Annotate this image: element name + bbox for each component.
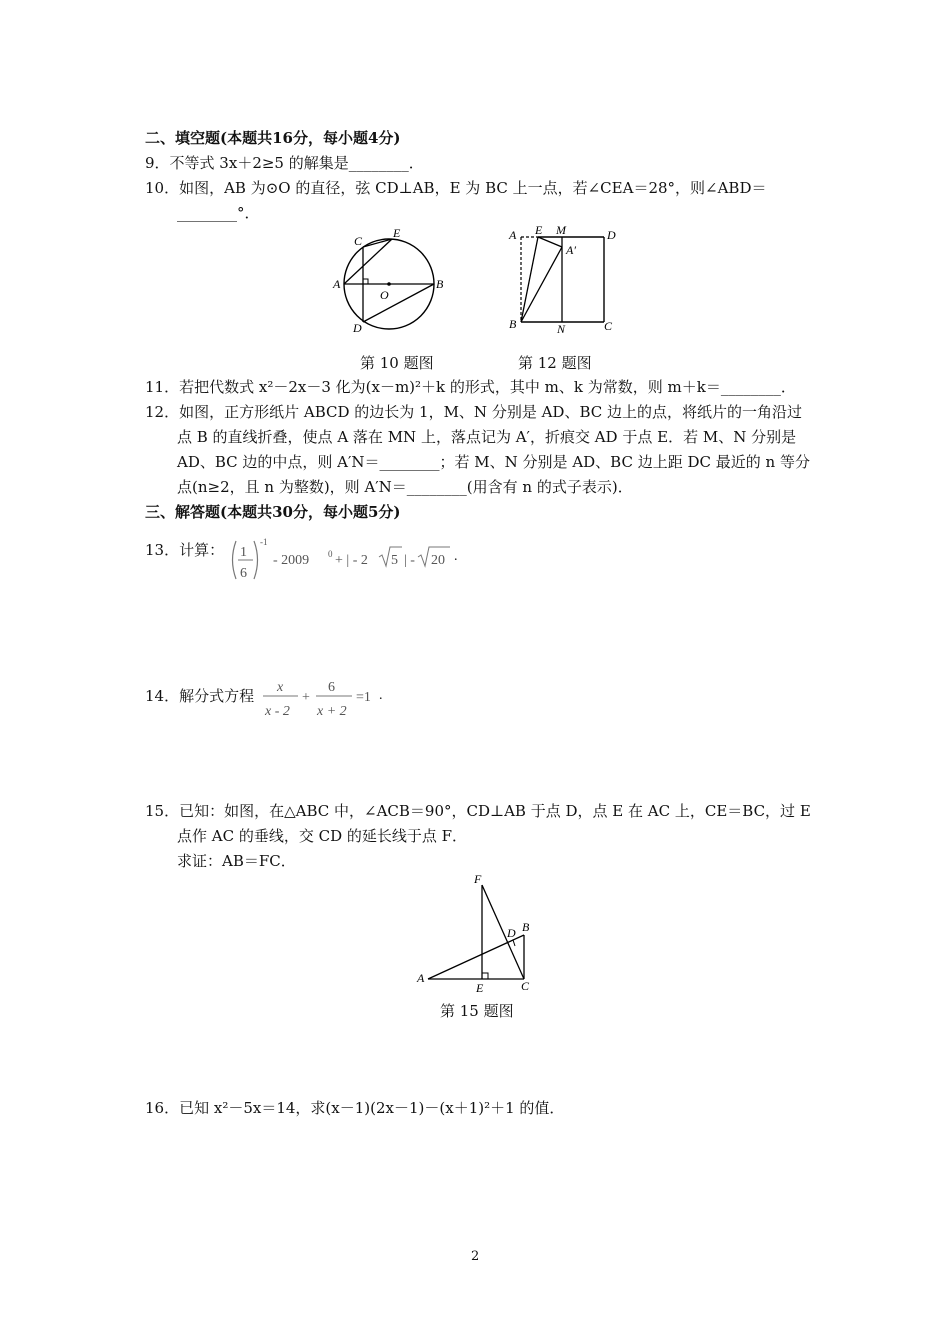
frac-numerator: 1	[240, 545, 247, 560]
segment-ea-prime	[538, 237, 562, 247]
question-12-line1: 12．如图，正方形纸片 ABCD 的边长为 1，M、N 分别是 AD、BC 边上的点，将纸片的一角沿过	[145, 403, 803, 421]
plus-sign: +	[302, 690, 310, 705]
label-b: B	[522, 920, 530, 934]
question-10-line1	[145, 178, 766, 198]
section3-heading: 三、解答题(本题共30分，每小题5分)	[145, 503, 401, 521]
term-minus: | -	[404, 553, 415, 568]
segment-ba-prime	[521, 247, 562, 322]
label-n: N	[557, 322, 566, 336]
equation-end: .	[379, 688, 383, 703]
question-11: 11．若把代数式 x²－2x－3 化为(x－m)²＋k 的形式，其中 m、k 为常数，则 m＋k＝________．	[145, 378, 796, 396]
frac-denominator: 6	[240, 566, 247, 581]
exponent: -1	[260, 537, 268, 547]
frac2-numerator: 6	[328, 680, 335, 695]
frac2-denominator: x + 2	[317, 704, 347, 719]
question-12-line4: 点(n≥2，且 n 为整数)，则 A′N＝________(用含有 n 的式子表示)．	[177, 478, 633, 496]
right-angle-e	[482, 973, 488, 979]
exponent-zero: 0	[328, 549, 333, 559]
label-b: B	[436, 277, 444, 291]
label-a-prime: A′	[566, 243, 576, 257]
question-13-expression	[226, 535, 466, 587]
question-16: 16．已知 x²－5x＝14，求(x－1)(2x－1)－(x＋1)²＋1 的值．	[145, 1099, 565, 1117]
label-m: M	[556, 223, 566, 237]
figure-15-caption: 第 15 题图	[440, 1002, 514, 1020]
question-14-equation	[260, 673, 390, 725]
crease-be	[521, 237, 538, 322]
label-c: C	[521, 979, 530, 993]
center-point	[387, 282, 391, 286]
label-e: E	[476, 981, 484, 995]
label-a: A	[509, 228, 517, 242]
label-c: C	[604, 319, 613, 333]
question-15-line3: 求证：AB＝FC．	[177, 852, 296, 870]
label-o: O	[380, 288, 389, 302]
segment-db	[363, 284, 434, 322]
frac1-denominator: x - 2	[265, 704, 290, 719]
segment-fc	[482, 885, 524, 979]
question-15-line2: 点作 AC 的垂线，交 CD 的延长线于点 F．	[177, 827, 468, 845]
figure-12	[506, 222, 626, 340]
figure-15	[414, 868, 539, 996]
question-10-text: 10．如图，AB 为⊙O 的直径，弦 CD⊥AB，E 为 BC 上一点，若∠CEA＝28°，则∠ABD＝	[145, 179, 767, 197]
label-e: E	[393, 226, 401, 240]
label-f: F	[474, 872, 482, 886]
figure-10-caption: 第 10 题图	[360, 354, 434, 372]
question-10-line2: ________°．	[177, 204, 260, 222]
frac1-numerator: x	[277, 680, 284, 695]
term-abs: + | - 2	[335, 553, 368, 568]
question-13-label: 13．计算：	[145, 541, 225, 559]
radicand-5: 5	[391, 553, 398, 568]
label-a: A	[417, 971, 425, 985]
equation-rhs: =1	[356, 690, 371, 705]
question-15-line1: 15．已知：如图，在△ABC 中，∠ACB＝90°，CD⊥AB 于点 D，点 E 在 AC 上，CE＝BC，过 E	[145, 802, 811, 820]
figure-10	[325, 222, 455, 340]
label-d: D	[353, 321, 362, 335]
label-c: C	[354, 234, 363, 248]
label-d: D	[507, 926, 516, 940]
section2-heading: 二、填空题(本题共16分，每小题4分)	[145, 129, 401, 147]
page-number: 2	[471, 1249, 480, 1264]
label-d: D	[607, 228, 616, 242]
question-12-line2: 点 B 的直线折叠，使点 A 落在 MN 上，落点记为 A′，折痕交 AD 于点 E．若 M、N 分别是	[177, 428, 797, 446]
right-angle-mark	[363, 279, 368, 284]
question-9: 9．不等式 3x＋2≥5 的解集是________．	[145, 154, 424, 172]
label-b: B	[509, 317, 517, 331]
question-12-line3: AD、BC 边的中点，则 A′N＝________；若 M、N 分别是 AD、BC 边上距 DC 最近的 n 等分	[177, 453, 810, 471]
expression-end: .	[454, 549, 458, 564]
label-a: A	[333, 277, 341, 291]
label-e: E	[535, 223, 543, 237]
figure-12-caption: 第 12 题图	[518, 354, 592, 372]
term-2009: - 2009	[273, 553, 310, 568]
question-14-label: 14．解分式方程	[145, 687, 255, 705]
radicand-20: 20	[431, 553, 445, 568]
